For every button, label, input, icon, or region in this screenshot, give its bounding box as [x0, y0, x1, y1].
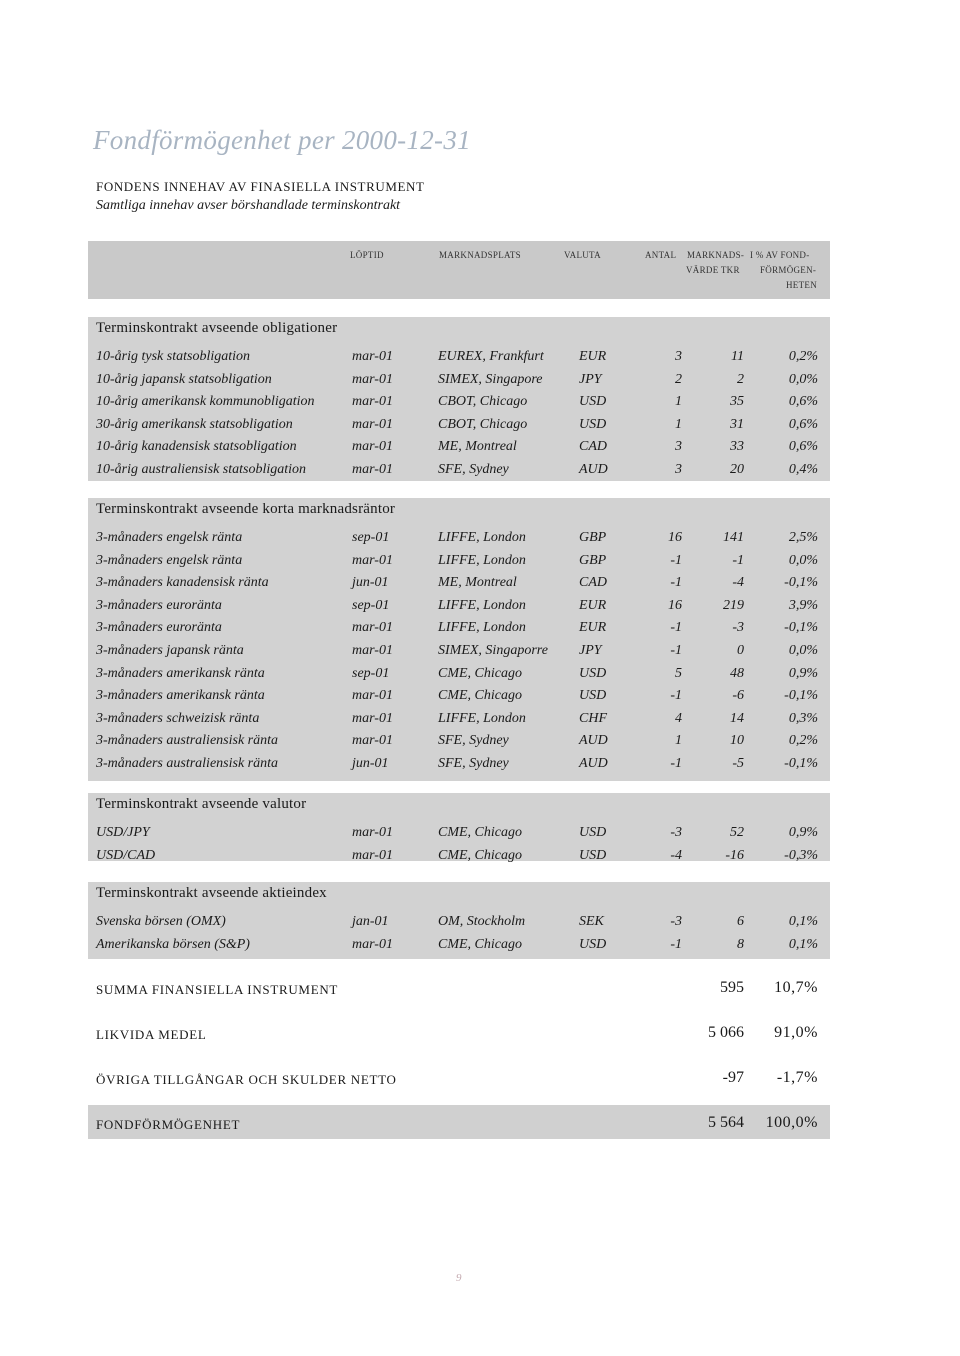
table-row — [88, 935, 830, 957]
cell-instrument: 10-årig japansk statsobligation — [96, 371, 272, 387]
cell-marknadsvarde: -3 — [732, 620, 744, 636]
cell-andel: 0,0% — [788, 643, 818, 658]
cell-valuta: EUR — [579, 597, 607, 613]
cell-valuta: JPY — [579, 643, 602, 658]
cell-marknadsplats: LIFFE, London — [438, 552, 526, 568]
section-title: Terminskontrakt avseende valutor — [96, 796, 307, 812]
cell-marknadsplats: SIMEX, Singapore — [438, 371, 543, 387]
cell-valuta: USD — [579, 936, 607, 952]
table-row — [88, 596, 830, 618]
cell-andel: -0,1% — [784, 688, 818, 704]
cell-antal: 3 — [675, 462, 682, 477]
section-3 — [88, 882, 830, 959]
cell-marknadsvarde: 14 — [730, 710, 744, 726]
cell-valuta: JPY — [579, 371, 602, 387]
cell-andel: 0,0% — [788, 371, 818, 387]
cell-antal: -1 — [670, 756, 682, 771]
table-row — [88, 731, 830, 753]
header-valuta: VALUTA — [564, 250, 601, 260]
cell-valuta: AUD — [579, 462, 608, 477]
table-row — [88, 370, 830, 392]
cell-antal: 16 — [668, 597, 682, 613]
header-marknadsvarde-1: MARKNADS- — [687, 250, 745, 260]
summary-label: LIKVIDA MEDEL — [96, 1027, 207, 1042]
cell-loptid: mar-01 — [352, 825, 393, 840]
summary-andel: 100,0% — [765, 1114, 818, 1131]
cell-valuta: AUD — [579, 756, 608, 771]
table-row — [88, 618, 830, 640]
cell-marknadsvarde: 11 — [731, 349, 744, 364]
cell-marknadsplats: CME, Chicago — [438, 825, 522, 840]
cell-marknadsplats: CME, Chicago — [438, 936, 522, 952]
section-title: Terminskontrakt avseende aktieindex — [96, 885, 327, 901]
cell-antal: 5 — [675, 665, 682, 681]
cell-antal: 4 — [675, 710, 682, 726]
summary-marknadsvarde: 5 066 — [708, 1024, 744, 1041]
header-andel-3: HETEN — [786, 280, 817, 290]
cell-marknadsvarde: -1 — [732, 552, 744, 568]
section-1 — [88, 498, 830, 781]
table-row — [88, 415, 830, 437]
cell-marknadsplats: SFE, Sydney — [438, 462, 509, 477]
cell-valuta: GBP — [579, 552, 607, 568]
cell-antal: -4 — [670, 847, 682, 863]
cell-andel: 0,2% — [788, 733, 818, 749]
cell-instrument: 3-månaders engelsk ränta — [96, 530, 243, 545]
cell-antal: -1 — [670, 936, 682, 952]
cell-andel: 2,5% — [788, 530, 818, 545]
cell-instrument: 3-månaders schweizisk ränta — [96, 710, 260, 726]
table-row — [88, 754, 830, 776]
cell-loptid: jun-01 — [352, 756, 389, 771]
table-row — [88, 528, 830, 550]
table-row — [88, 460, 830, 482]
cell-valuta: AUD — [579, 733, 608, 749]
cell-valuta: SEK — [579, 914, 604, 929]
cell-marknadsvarde: 52 — [730, 825, 744, 840]
cell-instrument: 3-månaders engelsk ränta — [96, 552, 243, 568]
cell-andel: 0,9% — [788, 665, 818, 681]
table-row — [88, 392, 830, 414]
cell-instrument: 10-årig tysk statsobligation — [96, 349, 250, 364]
cell-valuta: USD — [579, 688, 607, 704]
section-0 — [88, 317, 830, 481]
cell-loptid: mar-01 — [352, 733, 393, 749]
cell-andel: 3,9% — [788, 597, 818, 613]
cell-marknadsplats: CME, Chicago — [438, 688, 522, 704]
cell-marknadsplats: LIFFE, London — [438, 597, 526, 613]
cell-marknadsplats: CBOT, Chicago — [438, 394, 528, 410]
summary-label: SUMMA FINANSIELLA INSTRUMENT — [96, 982, 339, 997]
cell-antal: 2 — [675, 371, 682, 387]
header-andel-2: FÖRMÖGEN- — [760, 265, 817, 275]
table-row — [88, 664, 830, 686]
cell-marknadsvarde: -4 — [732, 575, 744, 591]
table-row — [88, 437, 830, 459]
cell-andel: 0,3% — [788, 710, 818, 726]
page-title: Fondförmögenhet per 2000-12-31 — [93, 125, 471, 155]
cell-instrument: USD/JPY — [96, 825, 150, 840]
table-row — [88, 641, 830, 663]
cell-loptid: jan-01 — [352, 914, 389, 929]
cell-loptid: mar-01 — [352, 847, 393, 863]
cell-instrument: 3-månaders australiensisk ränta — [96, 756, 278, 771]
cell-loptid: mar-01 — [352, 710, 393, 726]
cell-instrument: 3-månaders amerikansk ränta — [96, 665, 265, 681]
cell-marknadsvarde: 10 — [730, 733, 744, 749]
cell-loptid: mar-01 — [352, 620, 393, 636]
cell-instrument: Amerikanska börsen (S&P) — [96, 936, 250, 952]
cell-valuta: GBP — [579, 530, 607, 545]
section-title: Terminskontrakt avseende korta marknadsräntor — [96, 501, 396, 517]
cell-antal: -1 — [670, 552, 682, 568]
cell-loptid: mar-01 — [352, 371, 393, 387]
header-loptid: LÖPTID — [350, 250, 384, 260]
cell-marknadsvarde: -16 — [725, 847, 744, 863]
cell-instrument: 3-månaders amerikansk ränta — [96, 688, 265, 704]
cell-instrument: USD/CAD — [96, 847, 156, 863]
cell-antal: -1 — [670, 575, 682, 591]
cell-valuta: CHF — [579, 710, 607, 726]
cell-loptid: mar-01 — [352, 416, 393, 432]
cell-instrument: 3-månaders euroränta — [96, 597, 222, 613]
cell-marknadsplats: SFE, Sydney — [438, 756, 509, 771]
cell-marknadsplats: ME, Montreal — [438, 575, 517, 591]
holdings-note: Samtliga innehav avser börshandlade terminskontrakt — [96, 198, 401, 213]
cell-loptid: mar-01 — [352, 349, 393, 364]
cell-marknadsvarde: 20 — [730, 462, 744, 477]
cell-loptid: sep-01 — [352, 597, 390, 613]
cell-andel: 0,0% — [788, 552, 818, 568]
cell-marknadsplats: SFE, Sydney — [438, 733, 509, 749]
cell-andel: -0,3% — [784, 847, 818, 863]
table-header — [88, 241, 830, 299]
table-row — [88, 551, 830, 573]
cell-marknadsvarde: 6 — [737, 914, 744, 929]
cell-antal: 1 — [675, 416, 682, 432]
cell-instrument: Svenska börsen (OMX) — [96, 914, 226, 929]
summary-label: ÖVRIGA TILLGÅNGAR OCH SKULDER NETTO — [96, 1072, 397, 1087]
cell-valuta: CAD — [579, 439, 607, 455]
cell-marknadsvarde: 48 — [730, 665, 744, 681]
cell-marknadsplats: LIFFE, London — [438, 530, 526, 545]
cell-valuta: USD — [579, 665, 607, 681]
cell-marknadsplats: ME, Montreal — [438, 439, 517, 455]
cell-loptid: mar-01 — [352, 643, 393, 658]
cell-andel: 0,1% — [788, 914, 818, 929]
cell-antal: -1 — [670, 643, 682, 658]
cell-marknadsplats: SIMEX, Singaporre — [438, 643, 548, 658]
cell-antal: 3 — [675, 439, 682, 455]
cell-loptid: sep-01 — [352, 665, 390, 681]
cell-antal: 16 — [668, 530, 682, 545]
cell-antal: -3 — [670, 914, 682, 929]
table-row — [88, 686, 830, 708]
cell-andel: -0,1% — [784, 756, 818, 771]
cell-antal: -1 — [670, 620, 682, 636]
section-2 — [88, 793, 830, 861]
cell-valuta: USD — [579, 394, 607, 410]
cell-valuta: USD — [579, 416, 607, 432]
cell-loptid: mar-01 — [352, 552, 393, 568]
cell-loptid: mar-01 — [352, 936, 393, 952]
cell-marknadsvarde: 219 — [723, 597, 744, 613]
summary-marknadsvarde: -97 — [722, 1069, 744, 1086]
cell-valuta: CAD — [579, 575, 607, 591]
cell-instrument: 10-årig kanadensisk statsobligation — [96, 439, 297, 455]
summary-andel: -1,7% — [776, 1069, 818, 1086]
cell-marknadsvarde: 141 — [723, 530, 744, 545]
header-marknadsvarde-2: VÄRDE TKR — [686, 265, 740, 275]
summary-andel: 91,0% — [774, 1024, 818, 1041]
table-row — [88, 347, 830, 369]
header-andel-1: I % AV FOND- — [750, 250, 810, 260]
page-number: 9 — [456, 1272, 462, 1284]
summary-andel: 10,7% — [774, 979, 818, 996]
cell-loptid: jun-01 — [352, 575, 389, 591]
cell-instrument: 3-månaders japansk ränta — [96, 643, 244, 658]
cell-antal: -1 — [670, 688, 682, 704]
table-row — [88, 709, 830, 731]
cell-instrument: 3-månaders australiensisk ränta — [96, 733, 278, 749]
cell-marknadsvarde: -6 — [732, 688, 744, 704]
cell-marknadsplats: CME, Chicago — [438, 847, 522, 863]
header-marknadsplats: MARKNADSPLATS — [439, 250, 521, 260]
cell-valuta: USD — [579, 825, 607, 840]
cell-antal: 3 — [675, 349, 682, 364]
cell-loptid: mar-01 — [352, 462, 393, 477]
cell-andel: 0,6% — [788, 394, 818, 410]
table-row — [88, 912, 830, 934]
summary-label: FONDFÖRMÖGENHET — [96, 1117, 241, 1132]
cell-andel: 0,4% — [788, 462, 818, 477]
cell-antal: 1 — [675, 394, 682, 410]
cell-marknadsvarde: -5 — [732, 756, 744, 771]
cell-valuta: EUR — [579, 349, 607, 364]
cell-marknadsplats: OM, Stockholm — [438, 914, 526, 929]
cell-marknadsvarde: 0 — [737, 643, 744, 658]
cell-instrument: 10-årig australiensisk statsobligation — [96, 462, 307, 477]
cell-loptid: sep-01 — [352, 530, 390, 545]
cell-andel: 0,9% — [788, 825, 818, 840]
cell-marknadsvarde: 33 — [730, 439, 744, 455]
cell-andel: 0,6% — [788, 416, 818, 432]
cell-andel: -0,1% — [784, 575, 818, 591]
cell-andel: -0,1% — [784, 620, 818, 636]
cell-marknadsvarde: 35 — [730, 394, 744, 410]
cell-antal: 1 — [675, 733, 682, 749]
header-antal: ANTAL — [645, 250, 677, 260]
cell-antal: -3 — [670, 825, 682, 840]
cell-marknadsplats: LIFFE, London — [438, 620, 526, 636]
summary-marknadsvarde: 595 — [720, 979, 744, 996]
cell-loptid: mar-01 — [352, 394, 393, 410]
holdings-heading: FONDENS INNEHAV AV FINASIELLA INSTRUMENT — [96, 179, 425, 194]
cell-loptid: mar-01 — [352, 439, 393, 455]
cell-instrument: 10-årig amerikansk kommunobligation — [96, 394, 315, 410]
cell-marknadsplats: CME, Chicago — [438, 665, 522, 681]
cell-valuta: USD — [579, 847, 607, 863]
table-row — [88, 573, 830, 595]
table-row — [88, 846, 830, 868]
cell-andel: 0,6% — [788, 439, 818, 455]
cell-andel: 0,2% — [788, 349, 818, 364]
cell-instrument: 3-månaders euroränta — [96, 620, 222, 636]
cell-instrument: 30-årig amerikansk statsobligation — [96, 416, 293, 432]
cell-valuta: EUR — [579, 620, 607, 636]
cell-marknadsplats: CBOT, Chicago — [438, 416, 528, 432]
cell-marknadsvarde: 2 — [737, 371, 744, 387]
cell-instrument: 3-månaders kanadensisk ränta — [96, 575, 269, 591]
section-title: Terminskontrakt avseende obligationer — [96, 320, 338, 336]
cell-marknadsplats: EUREX, Frankfurt — [438, 349, 544, 364]
cell-marknadsplats: LIFFE, London — [438, 710, 526, 726]
cell-marknadsvarde: 8 — [737, 936, 744, 952]
summary-marknadsvarde: 5 564 — [708, 1114, 744, 1131]
table-row — [88, 823, 830, 845]
cell-loptid: mar-01 — [352, 688, 393, 704]
cell-marknadsvarde: 31 — [730, 416, 744, 432]
cell-andel: 0,1% — [788, 936, 818, 952]
